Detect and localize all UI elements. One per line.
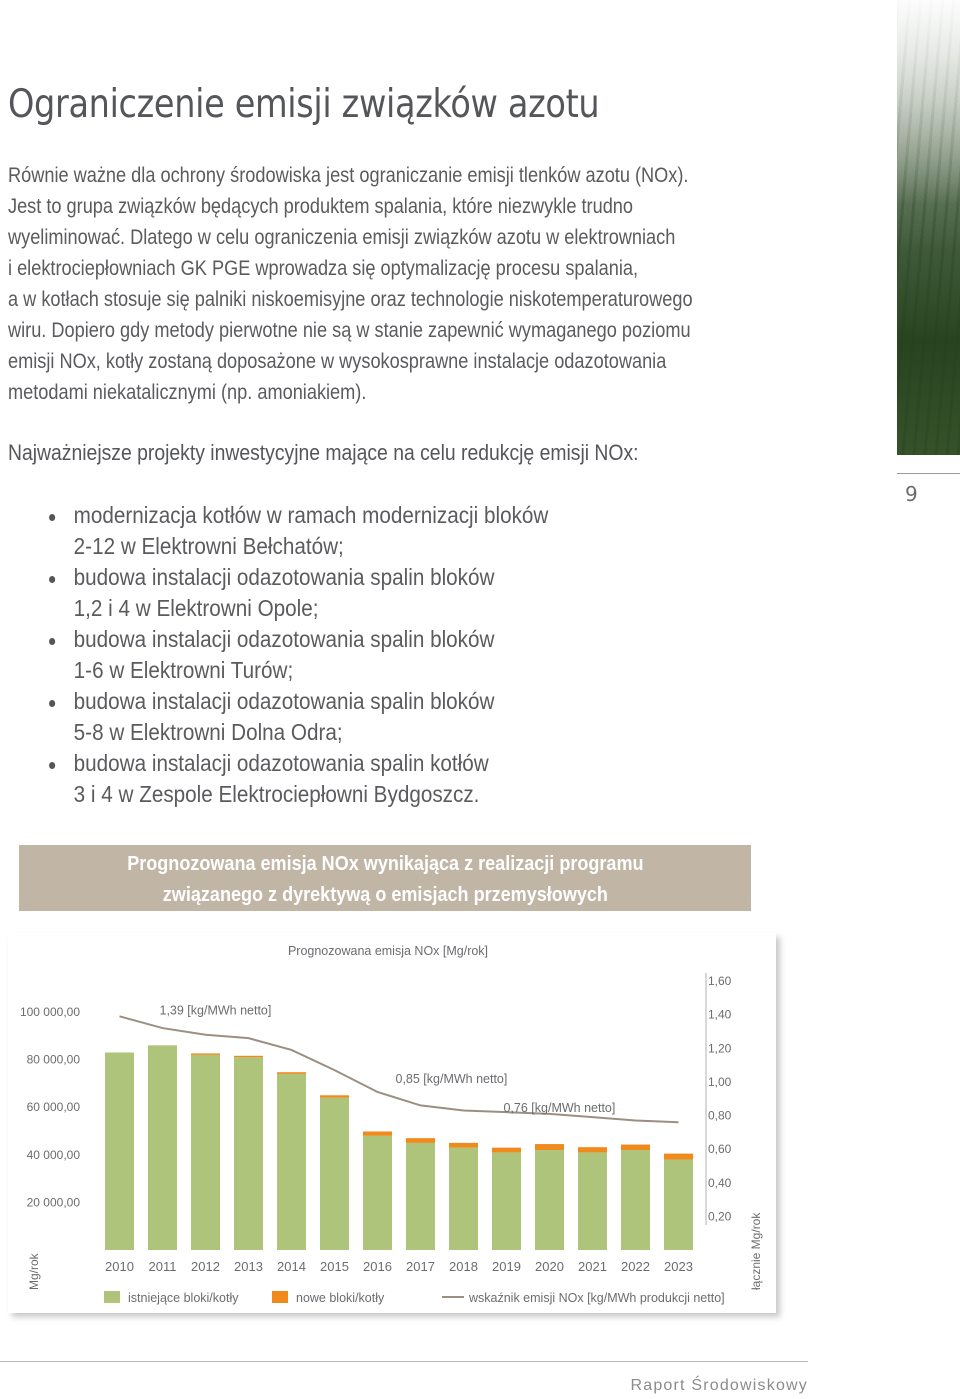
bar-new [363,1131,392,1135]
x-tick-label: 2011 [148,1259,177,1274]
bar-existing [234,1057,263,1250]
x-tick-label: 2014 [277,1259,306,1274]
legend-label: wskaźnik emisji NOx [kg/MWh produkcji netto] [469,1291,725,1305]
nox-chart-panel [8,933,776,1313]
projects-list [42,500,588,810]
bar-existing [621,1150,650,1250]
list-item-line: budowa instalacji odazotowania spalin bloków [73,564,495,590]
x-tick-label: 2022 [621,1259,650,1274]
chart-banner-line: związanego z dyrektywą o emisjach przemysłowych [162,883,608,906]
bar-existing [277,1074,306,1250]
list-item-line: 3 i 4 w Zespole Elektrociepłowni Bydgoszcz. [73,781,480,807]
list-item-line: 1-6 w Elektrowni Turów; [73,657,294,683]
bar-new [406,1138,435,1143]
x-tick-label: 2020 [535,1259,564,1274]
list-item-line: budowa instalacji odazotowania spalin bloków [73,688,495,714]
intro-line: wyeliminować. Dlatego w celu ograniczenia emisji związków azotu w elektrowniach [8,226,676,249]
y-left-tick-label: 80 000,00 [26,1052,80,1067]
x-tick-label: 2010 [105,1259,134,1274]
bar-existing [320,1098,349,1250]
bar-existing [148,1045,177,1250]
y-left-tick-label: 100 000,00 [19,1005,80,1019]
list-item-line: budowa instalacji odazotowania spalin kotłów [73,750,489,776]
y-right-tick-label: 0,80 [708,1108,732,1123]
bullet-icon [49,514,55,521]
x-tick-label: 2015 [320,1259,349,1274]
legend-swatch [104,1291,120,1303]
intro-line: a w kotłach stosuje się palniki niskoemisyjne oraz technologie niskotemperaturowego [8,288,693,311]
bar-existing [535,1150,564,1250]
list-item [42,500,588,562]
bar-new [578,1147,607,1152]
list-item [42,748,588,810]
bar-new [621,1145,650,1150]
page-title: Ograniczenie emisji związków azotu [8,82,600,127]
y-right-tick-label: 0,20 [708,1209,732,1224]
bullet-icon [49,762,55,769]
intro-line: i elektrociepłowniach GK PGE wprowadza się optymalizację procesu spalania, [8,257,639,280]
x-tick-label: 2021 [578,1259,607,1274]
x-tick-label: 2013 [234,1259,263,1274]
intro-line: emisji NOx, kotły zostaną doposażone w wysokosprawne instalacje odazotowania [8,350,667,373]
y-right-axis-label: łącznie Mg/rok [749,1212,763,1290]
legend-label: istniejące bloki/kotły [128,1291,239,1305]
x-tick-label: 2023 [664,1259,693,1274]
bar-existing [406,1143,435,1250]
bar-new [277,1072,306,1074]
bar-existing [191,1055,220,1250]
y-right-tick-label: 1,00 [708,1074,732,1089]
x-tick-label: 2016 [363,1259,392,1274]
bar-new [535,1144,564,1150]
bar-existing [363,1136,392,1250]
y-right-tick-label: 1,40 [708,1007,732,1022]
intro-line: Jest to grupa związków będących produktem spalania, które niezwykle trudno [8,195,634,218]
bar-new [320,1095,349,1097]
bullet-icon [49,638,55,645]
footer-report-label: Raport Środowiskowy [630,1377,808,1394]
bar-new [234,1056,263,1057]
intro-line: metodami niekatalicznymi (np. amoniakiem). [8,381,367,404]
list-item [42,562,588,624]
bullet-icon [49,700,55,707]
y-left-tick-label: 20 000,00 [26,1195,80,1210]
intro-paragraph [8,160,787,408]
y-right-tick-label: 0,60 [708,1142,732,1157]
x-tick-label: 2019 [492,1259,521,1274]
y-left-axis-label: Mg/rok [27,1253,41,1290]
indicator-annotation: 1,39 [kg/MWh netto] [159,1003,272,1018]
bar-existing [578,1152,607,1250]
y-right-tick-label: 1,20 [708,1041,732,1056]
page-number-rule [897,473,960,474]
y-right-tick-label: 1,60 [708,974,732,988]
bar-existing [449,1148,478,1250]
legend-swatch [272,1291,288,1303]
nox-emission-chart [8,933,776,1313]
y-right-tick-label: 0,40 [708,1175,732,1190]
chart-banner [19,845,751,911]
list-item [42,624,588,686]
forest-photo-strip [897,0,960,455]
y-left-tick-label: 40 000,00 [26,1147,80,1162]
intro-line: Równie ważne dla ochrony środowiska jest ograniczanie emisji tlenków azotu (NOx). [8,164,689,187]
bar-existing [105,1052,134,1250]
x-tick-label: 2012 [191,1259,220,1274]
bar-new [492,1148,521,1153]
list-item-line: modernizacja kotłów w ramach modernizacji bloków [73,502,549,528]
page-number: 9 [905,482,918,506]
list-item-line: budowa instalacji odazotowania spalin bloków [73,626,495,652]
bar-new [449,1143,478,1148]
legend-label: nowe bloki/kotły [296,1291,385,1305]
list-item-line: 1,2 i 4 w Elektrowni Opole; [73,595,319,621]
bar-new [664,1154,693,1160]
bar-existing [664,1160,693,1250]
bar-existing [492,1152,521,1250]
indicator-annotation: 0,76 [kg/MWh netto] [503,1101,616,1116]
footer-rule [0,1361,808,1362]
chart-banner-line: Prognozowana emisja NOx wynikająca z realizacji programu [126,852,644,875]
intro-line: wiru. Dopiero gdy metody pierwotne nie są w stanie zapewnić wymaganego poziomu [8,319,691,342]
x-tick-label: 2018 [449,1259,478,1274]
y-left-tick-label: 60 000,00 [26,1100,80,1115]
x-tick-label: 2017 [406,1259,435,1274]
projects-heading: Najważniejsze projekty inwestycyjne mające na celu redukcję emisji NOx: [8,440,639,465]
indicator-annotation: 0,85 [kg/MWh netto] [395,1072,508,1087]
list-item-line: 5-8 w Elektrowni Dolna Odra; [73,719,343,745]
list-item-line: 2-12 w Elektrowni Bełchatów; [73,533,344,559]
bar-new [191,1053,220,1054]
list-item [42,686,588,748]
chart-banner-text [127,848,643,910]
bullet-icon [49,576,55,583]
chart-title: Prognozowana emisja NOx [Mg/rok] [287,944,489,958]
